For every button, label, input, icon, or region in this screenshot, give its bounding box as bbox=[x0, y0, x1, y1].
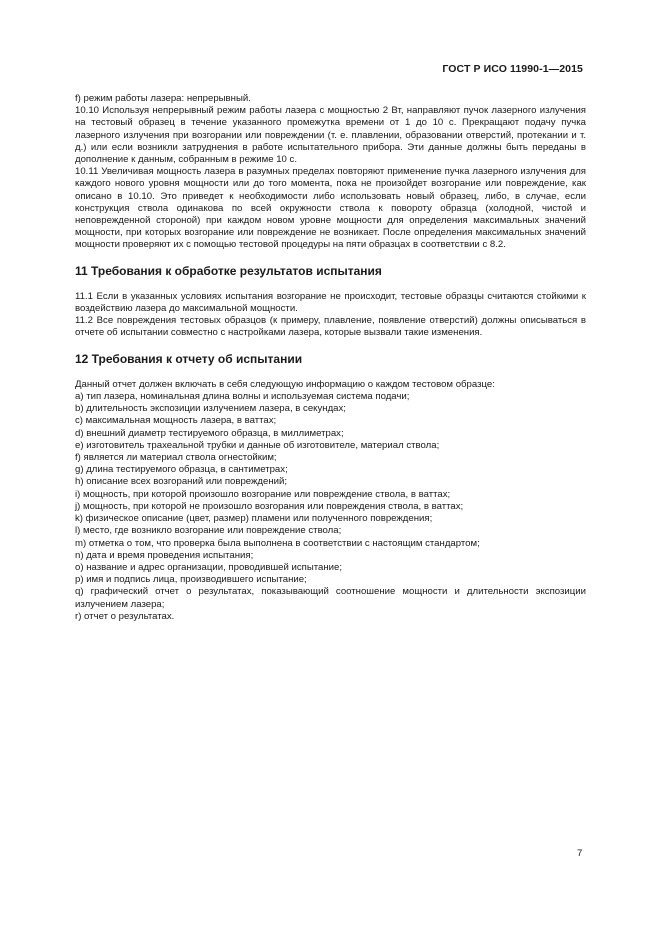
document-header: ГОСТ Р ИСО 11990-1—2015 bbox=[442, 63, 583, 75]
section-12-heading: 12 Требования к отчету об испытании bbox=[75, 351, 303, 366]
section-11-heading: 11 Требования к обработке результатов испытания bbox=[75, 263, 382, 278]
list-item: o) название и адрес организации, проводившей испытание; bbox=[75, 561, 343, 573]
list-item-f: f) режим работы лазера: непрерывный. bbox=[75, 93, 251, 104]
list-item: p) имя и подпись лица, производившего испытание; bbox=[75, 574, 307, 586]
list-item: a) тип лазера, номинальная длина волны и используемая система подачи; bbox=[75, 391, 410, 403]
list-item: r) отчет о результатах. bbox=[75, 610, 175, 622]
list-item: b) длительность экспозиции излучением лазера, в секундах; bbox=[75, 403, 346, 415]
list-item: l) место, где возникло возгорание или повреждение ствола; bbox=[75, 525, 342, 537]
list-item: f) является ли материал ствола огнестойким; bbox=[75, 452, 277, 464]
list-item: n) дата и время проведения испытания; bbox=[75, 549, 254, 561]
page-content bbox=[75, 93, 586, 623]
paragraph-10-10: 10.10 Используя непрерывный режим работы лазера с мощностью 2 Вт, направляют пучок лазерного излучения на тестовый образец в течение указанного промежутка времени от 1 до 10 с. Прекращают подачу пучка лазерного излучения при возгорании или повреждении (т. е. плавлении, образовании отверстий, протекании и т. д.) или если возникли затруднения в работе испытательного прибора. Эти данные должны быть переданы в дополнение к данным, собранным в режиме 10 с. bbox=[75, 105, 586, 166]
list-item: j) мощность, при которой не произошло возгорания или повреждения ствола, в ваттах; bbox=[75, 500, 464, 512]
list-item: h) описание всех возгораний или повреждений; bbox=[75, 476, 288, 488]
list-item: m) отметка о том, что проверка была выполнена в соответствии с настоящим стандартом; bbox=[75, 537, 480, 549]
list-item: d) внешний диаметр тестируемого образца, в миллиметрах; bbox=[75, 427, 344, 439]
list-item: e) изготовитель трахеальной трубки и данные об изготовителе, материал ствола; bbox=[75, 439, 440, 451]
paragraph-11-2: 11.2 Все повреждения тестовых образцов (к примеру, плавление, появление отверстий) должны описываться в отчете об испытании совместно с настройками лазера, которые вызвали такие изменения. bbox=[75, 315, 586, 339]
section-12-intro: Данный отчет должен включать в себя следующую информацию о каждом тестовом образце: bbox=[75, 378, 495, 390]
paragraph-10-11: 10.11 Увеличивая мощность лазера в разумных пределах повторяют применение пучка лазерного излучения для каждого нового уровня мощности или до того момента, пока не произойдет возгорание или повреждение, как описано в 10.10. Это приведет к необходимости либо использовать новый образец, либо, в случае, если конструкция ствола одинакова по всей окружности ствола к повороту образца (холодной, чистой и неповрежденной стороной) при каждом новом уровне мощности для определения максимальных значений мощности, при которых возгорание или повреждение не возникает. После определения максимальных значений мощности проверяют их с помощью тестовой процедуры на пяти образцах в соответствии с 8.2. bbox=[75, 166, 586, 251]
paragraph-11-1: 11.1 Если в указанных условиях испытания возгорание не происходит, тестовые образцы считаются стойкими к воздействию лазера до максимальной мощности. bbox=[75, 290, 586, 315]
list-item: i) мощность, при которой произошло возгорание или повреждение ствола, в ваттах; bbox=[75, 488, 451, 500]
page-number: 7 bbox=[577, 848, 583, 859]
list-item: q) графический отчет о результатах, показывающий соотношение мощности и длительности экспозиции излучением лазера; bbox=[75, 586, 586, 610]
list-item: c) максимальная мощность лазера, в ваттах; bbox=[75, 415, 277, 427]
report-items-list bbox=[75, 391, 586, 623]
list-item: k) физическое описание (цвет, размер) пламени или полученного повреждения; bbox=[75, 513, 433, 525]
list-item: g) длина тестируемого образца, в сантиметрах; bbox=[75, 464, 288, 476]
